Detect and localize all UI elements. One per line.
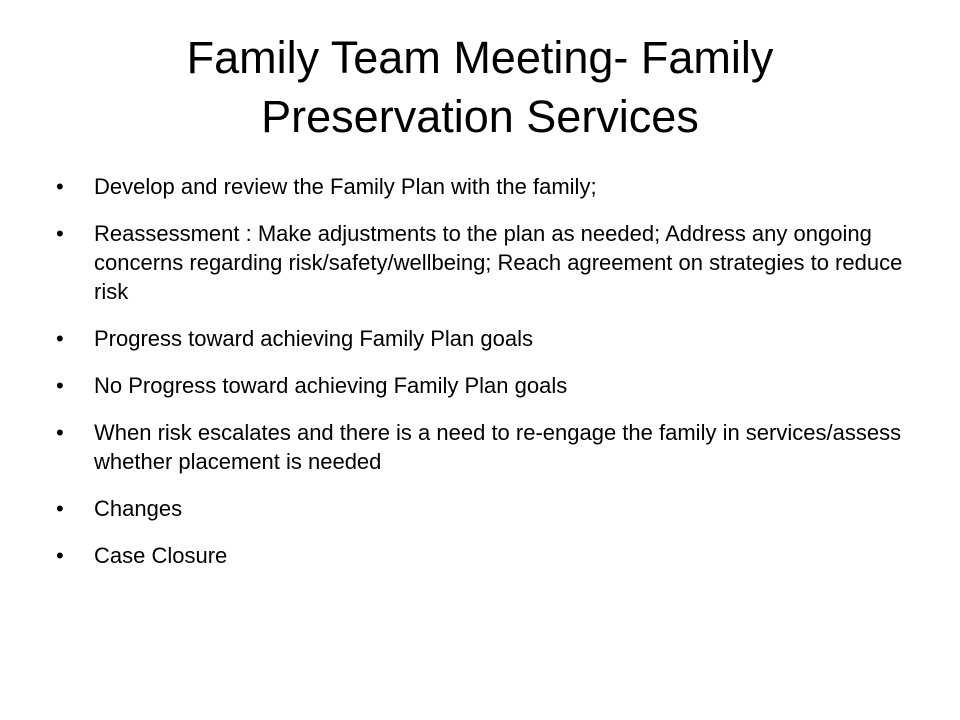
- bullet-item-changes: [56, 494, 906, 523]
- bullet-icon: •: [56, 496, 64, 521]
- bullet-item-progress: [56, 324, 906, 353]
- bullet-icon: •: [56, 174, 64, 199]
- bullet-text: No Progress toward achieving Family Plan goals: [94, 373, 568, 398]
- bullet-text: Progress toward achieving Family Plan goals: [94, 326, 533, 351]
- bullet-item-no-progress: [56, 371, 906, 400]
- bullet-text: When risk escalates and there is a need to re-engage the family in services/assess whether placement is needed: [94, 420, 902, 474]
- slide-title: Family Team Meeting- Family Preservation Services: [186, 32, 774, 142]
- bullet-text: Develop and review the Family Plan with the family;: [94, 174, 597, 199]
- bullet-icon: •: [56, 326, 64, 351]
- bullet-icon: •: [56, 543, 64, 568]
- bullet-item-develop-review: [56, 172, 906, 201]
- bullet-text: Case Closure: [94, 543, 228, 568]
- bullet-item-risk-escalates: [56, 418, 906, 476]
- bullet-text: Reassessment : Make adjustments to the plan as needed; Address any ongoing concerns regarding risk/safety/wellbeing; Reach agreement on strategies to reduce risk: [94, 221, 903, 304]
- bullet-icon: •: [56, 221, 64, 246]
- bullet-item-reassessment: [56, 219, 906, 306]
- bullet-text: Changes: [94, 496, 183, 521]
- bullet-icon: •: [56, 373, 64, 398]
- bullet-icon: •: [56, 420, 64, 445]
- bullet-list: [56, 172, 906, 570]
- bullet-item-case-closure: [56, 541, 906, 570]
